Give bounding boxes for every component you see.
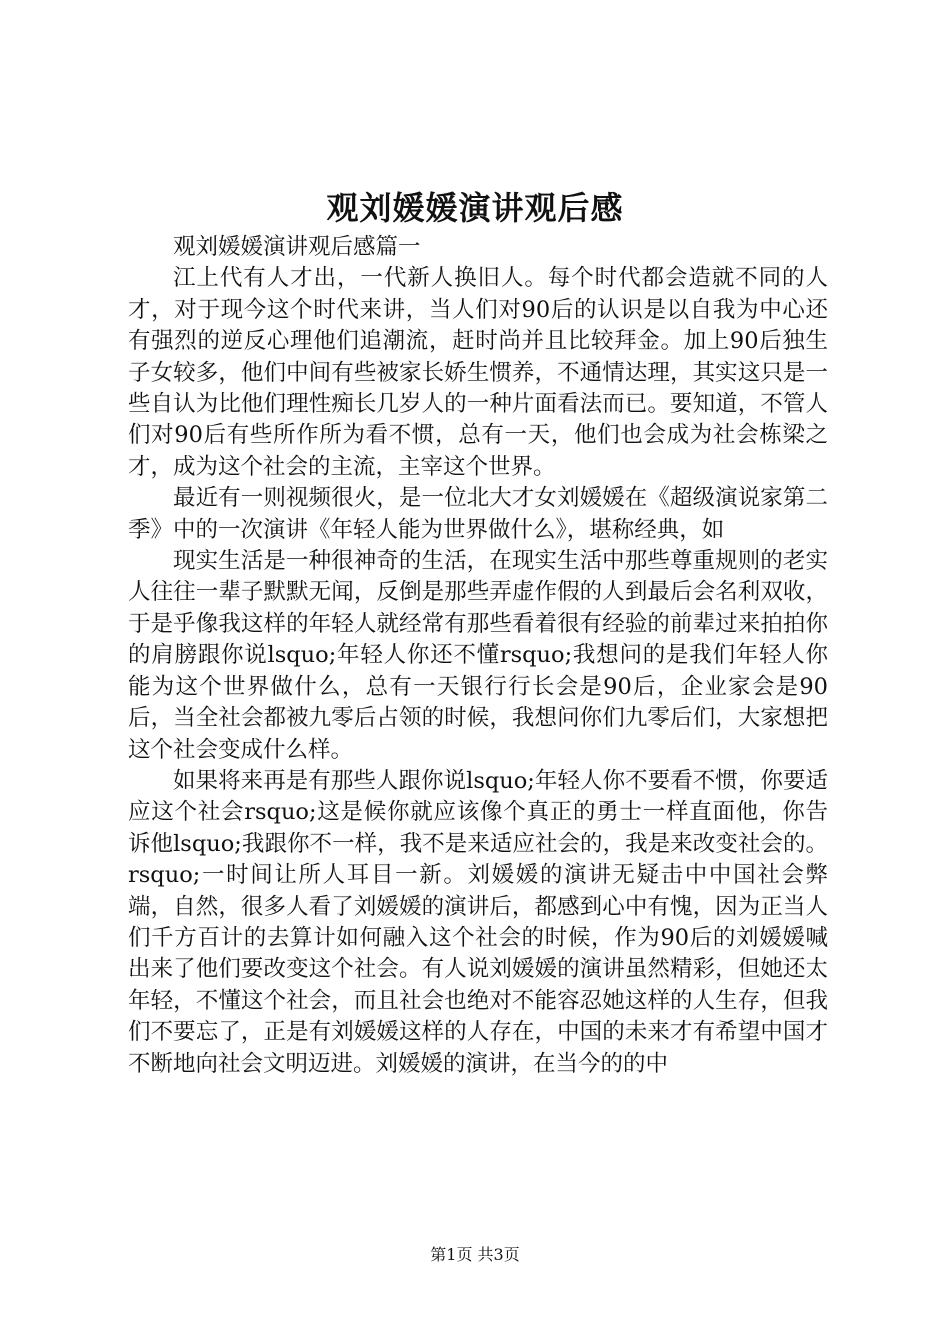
paragraph: 现实生活是一种很神奇的生活，在现实生活中那些尊重规则的老实人往往一辈子默默无闻，反倒是那些弄虚作假的人到最后会名利双收，于是乎像我这样的年轻人就经常有那些看着很有经验的前辈过来拍拍你的肩膀跟你说lsquo;年轻人你还不懂rsquo;我想问的是我们年轻人你能为这个世界做什么，总有一天银行行长会是90后，企业家会是90后，当全社会都被九零后占领的时候，我想问你们九零后们，大家想把这个社会变成什么样。 <box>128 548 828 763</box>
paragraph: 江上代有人才出，一代新人换旧人。每个时代都会造就不同的人才，对于现今这个时代来讲，当人们对90后的认识是以自我为中心还有强烈的逆反心理他们追潮流，赶时尚并且比较拜金。加上90后独生子女较多，他们中间有些被家长娇生惯养，不通情达理，其实这只是一些自认为比他们理性痴长几岁人的一种片面看法而已。要知道，不管人们对90后有些所作所为看不惯，总有一天，他们也会成为社会栋梁之才，成为这个社会的主流，主宰这个世界。 <box>128 265 828 480</box>
document-body <box>128 232 828 1080</box>
paragraph: 最近有一则视频很火，是一位北大才女刘媛媛在《超级演说家第二季》中的一次演讲《年轻人能为世界做什么》，堪称经典，如 <box>128 485 828 543</box>
page-number-footer: 第1页 共3页 <box>430 1245 520 1264</box>
document-title: 观刘媛媛演讲观后感 <box>326 189 624 227</box>
paragraph: 如果将来再是有那些人跟你说lsquo;年轻人你不要看不惯，你要适应这个社会rsquo;这是候你就应该像个真正的勇士一样直面他，你告诉他lsquo;我跟你不一样，我不是来适应社会的，我是来改变社会的。rsquo;一时间让所人耳目一新。刘媛媛的演讲无疑击中中国社会弊端，自然，很多人看了刘媛媛的演讲后，都感到心中有愧，因为正当人们千方百计的去算计如何融入这个社会的时候，作为90后的刘媛媛喊出来了他们要改变这个社会。有人说刘媛媛的演讲虽然精彩，但她还太年轻，不懂这个社会，而且社会也绝对不能容忍她这样的人生存，但我们不要忘了，正是有刘媛媛这样的人存在，中国的未来才有希望中国才不断地向社会文明迈进。刘媛媛的演讲，在当今的的中 <box>128 767 828 1077</box>
section-heading: 观刘媛媛演讲观后感篇一 <box>173 234 421 260</box>
